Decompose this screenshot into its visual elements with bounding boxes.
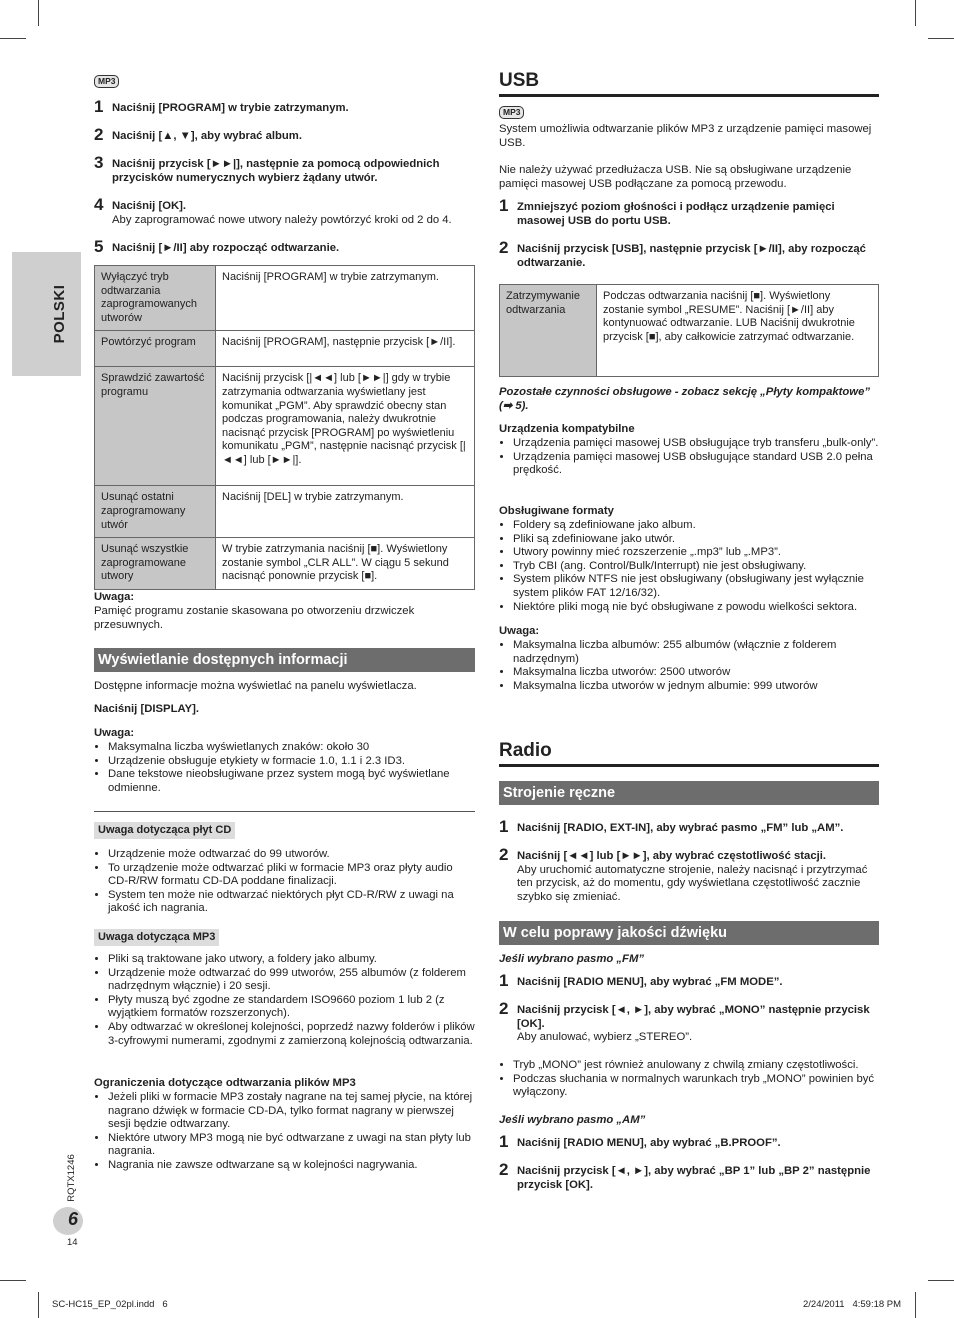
usb-step-1: 1 Zmniejszyć poziom głośności i podłącz urządzenie pamięci masowej USB do portu USB. <box>499 196 835 227</box>
cd-note-list <box>94 848 475 916</box>
mp3-badge: MP3 <box>94 75 119 88</box>
mp3-note-list <box>94 953 475 1048</box>
note2-title: Uwaga: <box>94 727 135 739</box>
page-number: 6 <box>68 1209 79 1229</box>
list-item: • Urządzenie może odtwarzać do 999 utworów, 255 albumów (z folderem nadrzędnym włącznie) i 20 sesji. <box>108 967 475 994</box>
list-item: • Urządzenie może odtwarzać do 99 utworów. <box>108 848 475 862</box>
table-row: Wyłączyć tryb odtwarzania zaprogramowanych utworów Naciśnij [PROGRAM] w trybie zatrzymanym. <box>95 266 475 331</box>
list-item: • Dane tekstowe nieobsługiwane przez system mogą być wyświetlane odmienne. <box>108 768 475 795</box>
list-item: • Tryb „MONO” jest również anulowany z chwilą zmiany częstotliwości. <box>513 1059 879 1073</box>
list-item: • Niektóre pliki mogą nie być obsługiwane z powodu wielkości sektora. <box>513 601 879 615</box>
section-header-tuning: Strojenie ręczne <box>499 781 879 805</box>
am-step-2: 2 Naciśnij przycisk [◄, ►], aby wybrać „BP 1” lub „BP 2” następnie przycisk [OK]. <box>499 1160 871 1191</box>
usb-step-2: 2 Naciśnij przycisk [USB], następnie przycisk [►/II], aby rozpocząć odtwarzanie. <box>499 238 866 269</box>
list-item: • Pliki są zdefiniowane jako utwór. <box>513 533 879 547</box>
list-item: • Aby odtwarzać w określonej kolejności, poprzedź nazwy folderów i plików 3-cyfrowymi numerami, zgodnymi z zamierzoną kolejnością odtwarzania. <box>108 1021 475 1048</box>
fm-step-2: 2 Naciśnij przycisk [◄, ►], aby wybrać „MONO” następnie przycisk [OK]. Aby anulować, wybierz „STEREO”. <box>499 999 870 1044</box>
formats-list <box>499 519 879 614</box>
note2-list <box>94 741 475 795</box>
print-date: 2/24/2011 4:59:18 PM <box>803 1299 902 1310</box>
usb-intro-1: System umożliwia odtwarzanie plików MP3 z urządzenie pamięci masowej USB. <box>499 123 872 149</box>
usb-title: USB <box>499 70 879 97</box>
list-item: • Tryb CBI (ang. Control/Bulk/Interrupt) nie jest obsługiwany. <box>513 560 879 574</box>
left-step-5: 5 Naciśnij [►/II] aby rozpocząć odtwarzanie. <box>94 237 340 256</box>
left-column <box>94 0 475 1318</box>
other-operations: Pozostałe czynności obsługowe - zobacz sekcję „Płyty kompaktowe” (➡ 5). <box>499 386 871 412</box>
table-row: Usunąć ostatni zaprogramowany utwór Naciśnij [DEL] w trybie zatrzymanym. <box>95 486 475 538</box>
list-item: • Niektóre utwory MP3 mogą nie być odtwarzane z uwagi na stan płyty lub nagrania. <box>108 1132 475 1159</box>
tune-step-1: 1 Naciśnij [RADIO, EXT-IN], aby wybrać pasmo „FM” lub „AM”. <box>499 817 844 836</box>
language-tab-label: POLSKI <box>51 284 69 344</box>
note-text: Pamięć programu zostanie skasowana po otworzeniu drzwiczek przesuwnych. <box>94 605 415 631</box>
language-tab <box>12 252 81 376</box>
compat-list <box>499 437 879 478</box>
mp3-limits-title: Ograniczenia dotyczące odtwarzania plików MP3 <box>94 1077 356 1089</box>
table-row: Sprawdzić zawartość programu Naciśnij przycisk [|◄◄] lub [►►|] gdy w trybie zatrzymania odtwarzania wyświetlany jest komunikat „PGM”. Aby sprawdzić obecny stan podczas programowania, należy dwukrotnie nacisnąć przycisk [PROGRAM] po wyświetleniu komunikatu „PGM”, następnie nacisnąć przycisk [|◄◄] lub [►►|]. <box>95 367 475 486</box>
am-step-1: 1 Naciśnij [RADIO MENU], aby wybrać „B.PROOF”. <box>499 1132 781 1151</box>
display-text: Dostępne informacje można wyświetlać na panelu wyświetlacza. <box>94 680 417 692</box>
section-header-quality: W celu poprawy jakości dźwięku <box>499 921 879 945</box>
left-step-2: 2 Naciśnij [▲, ▼], aby wybrać album. <box>94 125 302 144</box>
am-label: Jeśli wybrano pasmo „AM” <box>499 1114 646 1126</box>
table-row: Usunąć wszystkie zaprogramowane utwory W trybie zatrzymania naciśnij [■]. Wyświetlony zostanie symbol „CLR ALL”. W ciągu 5 sekund nacisnąć ponownie przycisk [■]. <box>95 538 475 590</box>
list-item: • Urządzenia pamięci masowej USB obsługujące tryb transferu „bulk-only”. <box>513 437 879 451</box>
display-press: Naciśnij [DISPLAY]. <box>94 703 200 715</box>
list-item: • Pliki są traktowane jako utwory, a foldery jako albumy. <box>108 953 475 967</box>
cd-note-header: Uwaga dotycząca płyt CD <box>94 822 235 839</box>
file-name: SC-HC15_EP_02pl.indd 6 <box>52 1299 168 1310</box>
rqtx-code: RQTX1246 <box>66 1154 78 1202</box>
divider <box>94 811 475 812</box>
mp3-limits-list <box>94 1091 475 1173</box>
table-row: Zatrzymywanie odtwarzania Podczas odtwarzania naciśnij [■]. Wyświetlony zostanie symbol „RESUME”. Naciśnij [►/II] aby kontynuować odtwarzanie. LUB Naciśnij dwukrotnie przycisk [■], aby całkowicie zatrzymać odtwarzanie. <box>500 285 879 377</box>
right-column <box>499 0 879 1318</box>
list-item: • Płyty muszą być zgodne ze standardem ISO9660 poziom 1 lub 2 (z wyjątkiem formatów rozszerzonych). <box>108 994 475 1021</box>
list-item: • Maksymalna liczba albumów: 255 albumów (włącznie z folderem nadrzędnym) <box>513 639 879 666</box>
list-item: • Maksymalna liczba utworów: 2500 utworów <box>513 666 879 680</box>
fm-list <box>499 1059 879 1100</box>
usb-note-list <box>499 639 879 693</box>
tune-step-2: 2 Naciśnij [◄◄] lub [►►], aby wybrać częstotliwość stacji. Aby uruchomić automatyczne strojenie, należy nacisnąć i przytrzymać ten przycisk, aż do momentu, gdy wyświetlana częstotliwość zacznie szybko się zmieniać. <box>499 845 868 903</box>
list-item: • System ten może nie odtwarzać niektórych płyt CD-R/RW z uwagi na jakość ich nagrania. <box>108 889 475 916</box>
list-item: • Jeżeli pliki w formacie MP3 zostały nagrane na tej samej płycie, na której nagrano dźwięk w formacie CD-DA, tylko format nagrany w pierwszej sesji będzie odtwarzany. <box>108 1091 475 1132</box>
usb-table <box>499 284 879 377</box>
list-item: • Urządzenie obsługuje etykiety w formacie 1.0, 1.1 i 2.3 ID3. <box>108 755 475 769</box>
page-number-small: 14 <box>67 1237 78 1248</box>
list-item: • Urządzenia pamięci masowej USB obsługujące standard USB 2.0 pełna prędkość. <box>513 451 879 478</box>
list-item: • Foldery są zdefiniowane jako album. <box>513 519 879 533</box>
section-header-display: Wyświetlanie dostępnych informacji <box>94 648 475 672</box>
left-step-4: 4 Naciśnij [OK]. Aby zaprogramować nowe utwory należy powtórzyć kroki od 2 do 4. <box>94 195 452 226</box>
mp3-note-header: Uwaga dotycząca MP3 <box>94 929 219 946</box>
formats-title: Obsługiwane formaty <box>499 505 614 517</box>
list-item: • System plików NTFS nie jest obsługiwany (obsługiwany jest wyłącznie system plików FAT 12/16/32). <box>513 573 879 600</box>
list-item: • To urządzenie może odtwarzać pliki w formacie MP3 oraz płyty audio CD-R/RW formatu CD-DA poddane finalizacji. <box>108 862 475 889</box>
list-item: • Podczas słuchania w normalnych warunkach tryb „MONO” powinien być wyłączony. <box>513 1073 879 1100</box>
fm-step-1: 1 Naciśnij [RADIO MENU], aby wybrać „FM MODE”. <box>499 971 783 990</box>
left-step-3: 3 Naciśnij przycisk [►►|], następnie za pomocą odpowiednich przycisków numerycznych wybierz żądany utwór. <box>94 153 440 184</box>
compat-title: Urządzenia kompatybilne <box>499 423 635 435</box>
list-item: • Maksymalna liczba utworów w jednym albumie: 999 utworów <box>513 680 879 694</box>
list-item: • Nagrania nie zawsze odtwarzane są w kolejności nagrywania. <box>108 1159 475 1173</box>
note-title: Uwaga: <box>94 591 135 603</box>
left-step-1: 1 Naciśnij [PROGRAM] w trybie zatrzymanym. <box>94 97 349 116</box>
mp3-badge: MP3 <box>499 106 524 119</box>
list-item: • Maksymalna liczba wyświetlanych znaków: około 30 <box>108 741 475 755</box>
table-row: Powtórzyć program Naciśnij [PROGRAM], następnie przycisk [►/II]. <box>95 331 475 367</box>
usb-intro-2: Nie należy używać przedłużacza USB. Nie są obsługiwane urządzenie pamięci masowej USB podłączane za pomocą przewodu. <box>499 164 852 190</box>
list-item: • Utwory powinny mieć rozszerzenie „.mp3” lub „.MP3”. <box>513 546 879 560</box>
program-table <box>94 265 475 590</box>
fm-label: Jeśli wybrano pasmo „FM” <box>499 953 645 965</box>
radio-title: Radio <box>499 740 879 767</box>
usb-note-title: Uwaga: <box>499 625 540 637</box>
